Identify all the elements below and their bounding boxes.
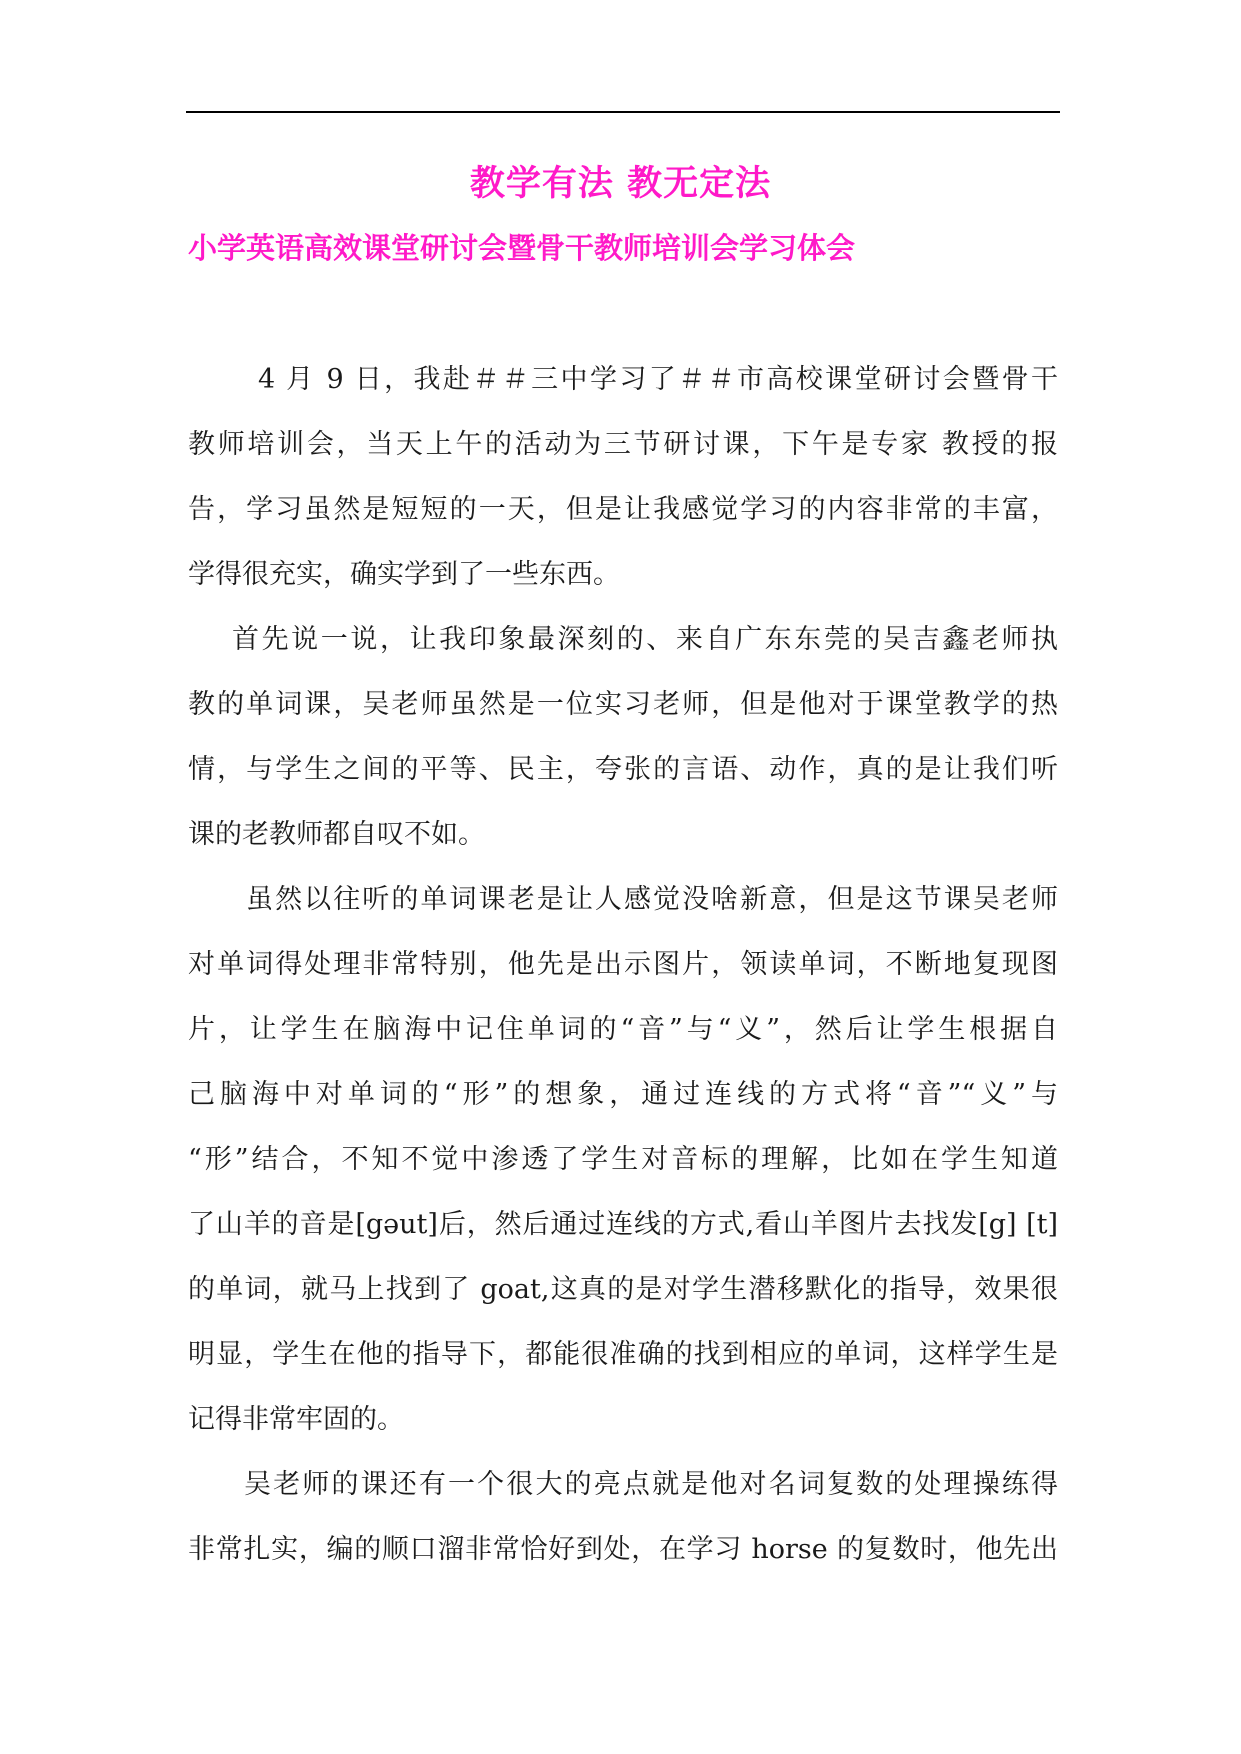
paragraph-line: 了山羊的音是[gəut]后，然后通过连线的方式,看山羊图片去找发[g] [t]	[188, 1209, 1058, 1240]
paragraph-line: 记得非常牢固的。	[188, 1404, 404, 1435]
document-title: 教学有法 教无定法	[469, 163, 772, 204]
header-rule	[186, 111, 1060, 113]
document-subtitle: 小学英语高效课堂研讨会暨骨干教师培训会学习体会	[188, 231, 856, 265]
paragraph-line: 吴老师的课还有一个很大的亮点就是他对名词复数的处理操练得	[244, 1469, 1058, 1500]
paragraph-line: 对单词得处理非常特别，他先是出示图片，领读单词，不断地复现图	[188, 949, 1058, 980]
paragraph-line: 告，学习虽然是短短的一天，但是让我感觉学习的内容非常的丰富，	[188, 494, 1058, 525]
paragraph-line: 首先说一说，让我印象最深刻的、来自广东东莞的吴吉鑫老师执	[232, 624, 1058, 655]
paragraph-line: 4 月 9 日，我赴＃＃三中学习了＃＃市高校课堂研讨会暨骨干	[258, 364, 1058, 395]
paragraph-line: 课的老教师都自叹不如。	[188, 819, 485, 850]
paragraph-line: 的单词，就马上找到了 goat,这真的是对学生潜移默化的指导，效果很	[188, 1274, 1058, 1305]
paragraph-line: 教的单词课，吴老师虽然是一位实习老师，但是他对于课堂教学的热	[188, 689, 1058, 720]
paragraph-line: “形”结合，不知不觉中渗透了学生对音标的理解，比如在学生知道	[188, 1144, 1058, 1175]
paragraph-line: 虽然以往听的单词课老是让人感觉没啥新意，但是这节课吴老师	[246, 884, 1058, 915]
paragraph-line: 学得很充实，确实学到了一些东西。	[188, 559, 620, 590]
paragraph-line: 教师培训会，当天上午的活动为三节研讨课，下午是专家 教授的报	[188, 429, 1058, 460]
paragraph-line: 明显，学生在他的指导下，都能很准确的找到相应的单词，这样学生是	[188, 1339, 1058, 1370]
paragraph-line: 情，与学生之间的平等、民主，夸张的言语、动作，真的是让我们听	[188, 754, 1058, 785]
paragraph-line: 非常扎实，编的顺口溜非常恰好到处，在学习 horse 的复数时，他先出	[188, 1534, 1058, 1565]
paragraph-line: 片，让学生在脑海中记住单词的“音”与“义”，然后让学生根据自	[188, 1014, 1058, 1045]
paragraph-line: 己脑海中对单词的“形”的想象，通过连线的方式将“音”“义”与	[188, 1079, 1058, 1110]
